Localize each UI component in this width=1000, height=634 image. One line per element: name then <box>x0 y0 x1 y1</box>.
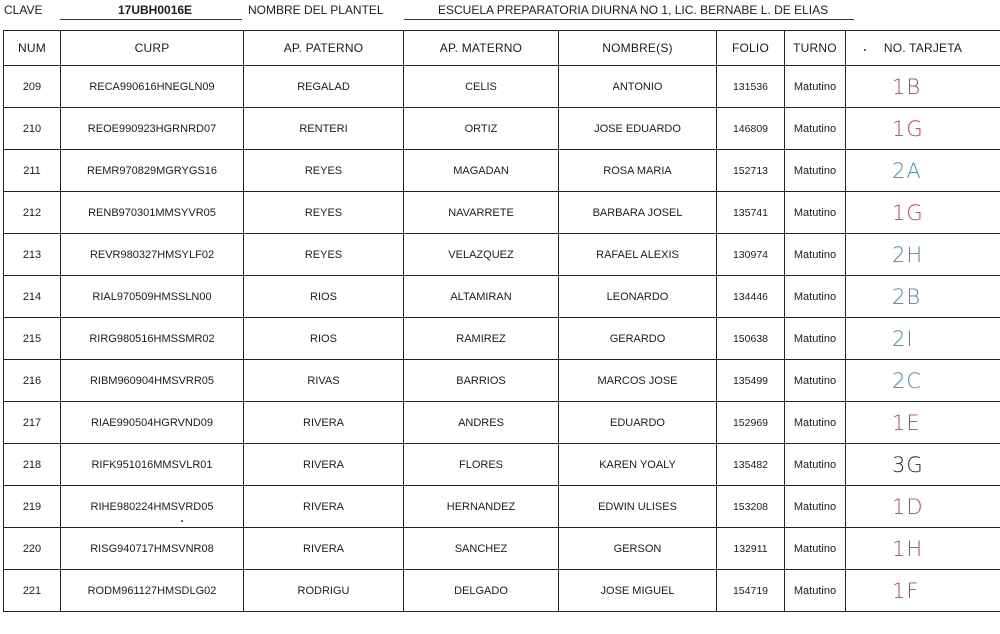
ap-paterno-cell: RIOS <box>244 276 404 318</box>
folio-cell: 154719 <box>717 570 785 612</box>
clave-value: 17UBH0016E <box>118 3 193 17</box>
table-row <box>4 486 1000 528</box>
tarjeta-cell: 1E <box>846 402 1000 444</box>
num-cell: 220 <box>4 528 61 570</box>
curp-cell: REMR970829MGRYGS16 <box>61 150 244 192</box>
num-cell: 214 <box>4 276 61 318</box>
ap-materno-cell: RAMIREZ <box>404 318 559 360</box>
table-row <box>4 402 1000 444</box>
ap-materno-cell: ANDRES <box>404 402 559 444</box>
curp-cell: RISG940717HMSVNR08 <box>61 528 244 570</box>
table-row <box>4 444 1000 486</box>
nombres-cell: KAREN YOALY <box>559 444 717 486</box>
ap-paterno-cell: RODRIGU <box>244 570 404 612</box>
num-cell: 212 <box>4 192 61 234</box>
ap-materno-cell: FLORES <box>404 444 559 486</box>
turno-cell: Matutino <box>785 402 846 444</box>
num-cell: 218 <box>4 444 61 486</box>
nombres-cell: ROSA MARIA <box>559 150 717 192</box>
ap-paterno-cell: REGALAD <box>244 66 404 108</box>
turno-cell: Matutino <box>785 108 846 150</box>
num-cell: 210 <box>4 108 61 150</box>
ap-paterno-cell: RIOS <box>244 318 404 360</box>
folio-cell: 135482 <box>717 444 785 486</box>
num-cell: 216 <box>4 360 61 402</box>
ap-paterno-cell: RIVAS <box>244 360 404 402</box>
turno-cell: Matutino <box>785 360 846 402</box>
curp-cell: RIRG980516HMSSMR02 <box>61 318 244 360</box>
tarjeta-cell: 2I <box>846 318 1000 360</box>
ap-paterno-cell: REYES <box>244 150 404 192</box>
scan-speck <box>181 520 183 522</box>
document-header <box>0 0 1000 24</box>
table-row <box>4 318 1000 360</box>
col-num-header: NUM <box>4 31 61 66</box>
turno-cell: Matutino <box>785 234 846 276</box>
tarjeta-cell: 1D <box>846 486 1000 528</box>
curp-cell: RIFK951016MMSVLR01 <box>61 444 244 486</box>
curp-cell: RIAE990504HGRVND09 <box>61 402 244 444</box>
ap-paterno-cell: REYES <box>244 234 404 276</box>
nombres-cell: MARCOS JOSE <box>559 360 717 402</box>
ap-paterno-cell: RIVERA <box>244 444 404 486</box>
tarjeta-cell: 1G <box>846 108 1000 150</box>
nombres-cell: GERSON <box>559 528 717 570</box>
folio-cell: 132911 <box>717 528 785 570</box>
ap-materno-cell: BARRIOS <box>404 360 559 402</box>
ap-materno-cell: ALTAMIRAN <box>404 276 559 318</box>
turno-cell: Matutino <box>785 528 846 570</box>
tarjeta-cell: 3G <box>846 444 1000 486</box>
plantel-label: NOMBRE DEL PLANTEL <box>248 3 384 17</box>
table-row <box>4 234 1000 276</box>
curp-cell: REVR980327HMSYLF02 <box>61 234 244 276</box>
folio-cell: 153208 <box>717 486 785 528</box>
col-folio-header: FOLIO <box>717 31 785 66</box>
nombres-cell: EDWIN ULISES <box>559 486 717 528</box>
turno-cell: Matutino <box>785 570 846 612</box>
table-row <box>4 108 1000 150</box>
plantel-value: ESCUELA PREPARATORIA DIURNA NO 1, LIC. BERNABE L. DE ELIAS <box>438 3 829 17</box>
num-cell: 215 <box>4 318 61 360</box>
folio-cell: 146809 <box>717 108 785 150</box>
folio-cell: 152969 <box>717 402 785 444</box>
tarjeta-cell: 1B <box>846 66 1000 108</box>
tarjeta-cell: 1H <box>846 528 1000 570</box>
ap-paterno-cell: RIVERA <box>244 528 404 570</box>
curp-cell: RECA990616HNEGLN09 <box>61 66 244 108</box>
folio-cell: 130974 <box>717 234 785 276</box>
clave-label: CLAVE <box>4 3 43 17</box>
ap-materno-cell: SANCHEZ <box>404 528 559 570</box>
tarjeta-cell: 2B <box>846 276 1000 318</box>
num-cell: 219 <box>4 486 61 528</box>
num-cell: 213 <box>4 234 61 276</box>
curp-cell: RODM961127HMSDLG02 <box>61 570 244 612</box>
plantel-underline <box>404 19 854 20</box>
ap-materno-cell: CELIS <box>404 66 559 108</box>
turno-cell: Matutino <box>785 318 846 360</box>
table-row <box>4 528 1000 570</box>
folio-cell: 135499 <box>717 360 785 402</box>
num-cell: 217 <box>4 402 61 444</box>
turno-cell: Matutino <box>785 192 846 234</box>
ap-materno-cell: VELAZQUEZ <box>404 234 559 276</box>
ap-materno-cell: DELGADO <box>404 570 559 612</box>
num-cell: 209 <box>4 66 61 108</box>
table-row <box>4 360 1000 402</box>
curp-cell: RIHE980224HMSVRD05 <box>61 486 244 528</box>
folio-cell: 150638 <box>717 318 785 360</box>
ap-paterno-cell: RIVERA <box>244 486 404 528</box>
col-curp-header: CURP <box>61 31 244 66</box>
curp-cell: REOE990923HGRNRD07 <box>61 108 244 150</box>
turno-cell: Matutino <box>785 276 846 318</box>
clave-underline <box>60 19 242 20</box>
col-turno-header: TURNO <box>785 31 846 66</box>
num-cell: 211 <box>4 150 61 192</box>
nombres-cell: JOSE MIGUEL <box>559 570 717 612</box>
folio-cell: 152713 <box>717 150 785 192</box>
col-nombres-header: NOMBRE(S) <box>559 31 717 66</box>
tarjeta-cell: 2A <box>846 150 1000 192</box>
table-header-row <box>4 31 1000 66</box>
table-row <box>4 150 1000 192</box>
table-row <box>4 570 1000 612</box>
turno-cell: Matutino <box>785 150 846 192</box>
scan-speck <box>864 49 866 51</box>
ap-materno-cell: MAGADAN <box>404 150 559 192</box>
table-body <box>4 66 1000 612</box>
nombres-cell: EDUARDO <box>559 402 717 444</box>
tarjeta-cell: 1F <box>846 570 1000 612</box>
curp-cell: RENB970301MMSYVR05 <box>61 192 244 234</box>
nombres-cell: BARBARA JOSEL <box>559 192 717 234</box>
tarjeta-cell: 2H <box>846 234 1000 276</box>
tarjeta-cell: 1G <box>846 192 1000 234</box>
nombres-cell: LEONARDO <box>559 276 717 318</box>
col-ap-materno-header: AP. MATERNO <box>404 31 559 66</box>
nombres-cell: GERARDO <box>559 318 717 360</box>
nombres-cell: ANTONIO <box>559 66 717 108</box>
ap-paterno-cell: RIVERA <box>244 402 404 444</box>
num-cell: 221 <box>4 570 61 612</box>
curp-cell: RIBM960904HMSVRR05 <box>61 360 244 402</box>
ap-materno-cell: NAVARRETE <box>404 192 559 234</box>
nombres-cell: JOSE EDUARDO <box>559 108 717 150</box>
tarjeta-cell: 2C <box>846 360 1000 402</box>
curp-cell: RIAL970509HMSSLN00 <box>61 276 244 318</box>
turno-cell: Matutino <box>785 444 846 486</box>
table-row <box>4 66 1000 108</box>
student-table <box>3 30 1000 612</box>
table-row <box>4 192 1000 234</box>
col-ap-paterno-header: AP. PATERNO <box>244 31 404 66</box>
folio-cell: 131536 <box>717 66 785 108</box>
turno-cell: Matutino <box>785 66 846 108</box>
table-row <box>4 276 1000 318</box>
col-no-tarjeta-header: NO. TARJETA <box>846 31 1000 66</box>
ap-paterno-cell: RENTERI <box>244 108 404 150</box>
nombres-cell: RAFAEL ALEXIS <box>559 234 717 276</box>
folio-cell: 134446 <box>717 276 785 318</box>
folio-cell: 135741 <box>717 192 785 234</box>
ap-materno-cell: ORTIZ <box>404 108 559 150</box>
ap-materno-cell: HERNANDEZ <box>404 486 559 528</box>
turno-cell: Matutino <box>785 486 846 528</box>
ap-paterno-cell: REYES <box>244 192 404 234</box>
